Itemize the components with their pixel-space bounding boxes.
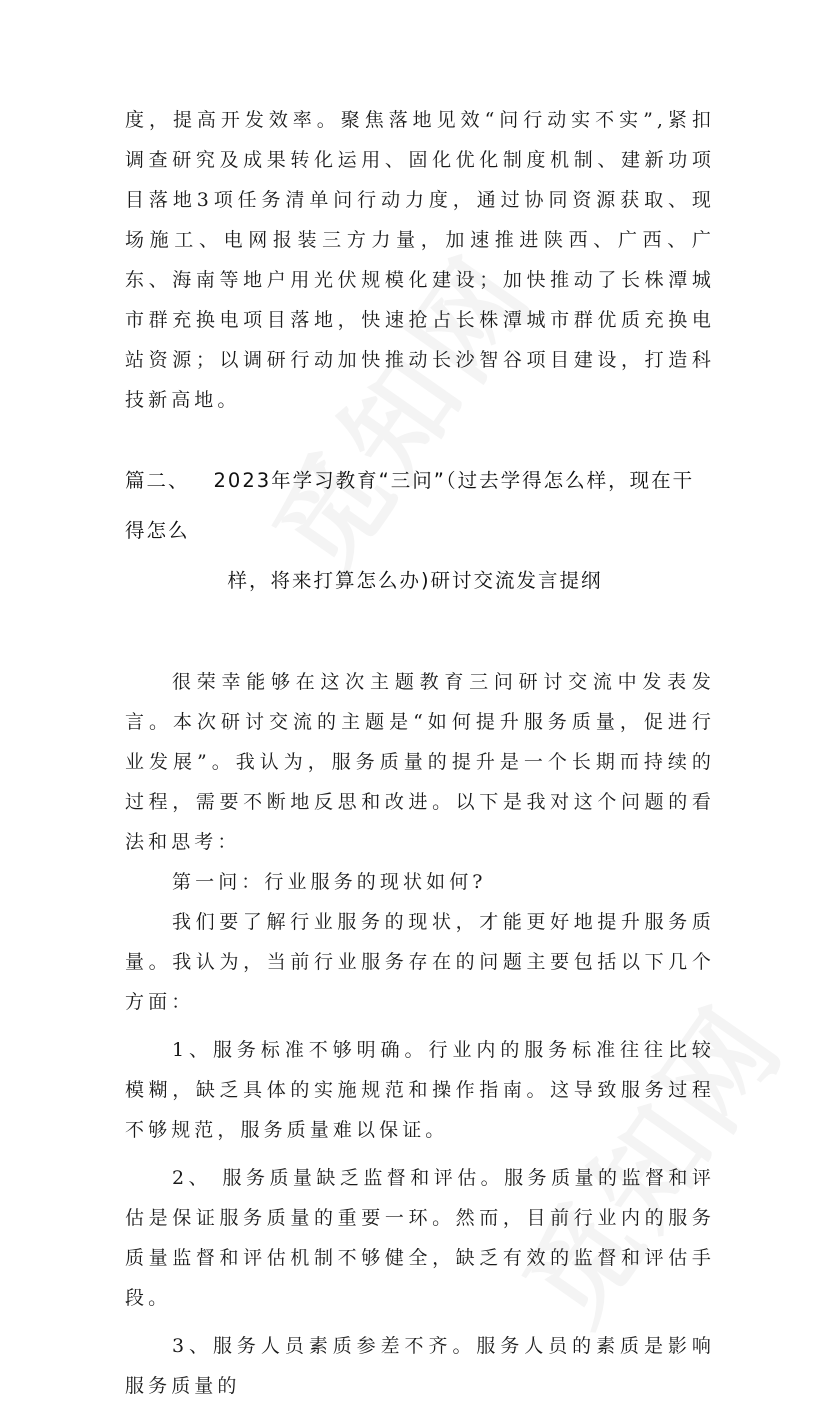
continued-paragraph: 度，提高开发效率。聚焦落地见效“问行动实不实”,紧扣调查研究及成果转化运用、固化优化制度机制、建新功项目落地3项任务清单问行动力度，通过协同资源获取、现场施工、电网报装三方力量，加速推进陕西、广西、广东、海南等地户用光伏规模化建设；加快推动了长株潭城市群充换电项目落地，快速抢占长株潭城市群优质充换电站资源；以调研行动加快推动长沙智谷项目建设，打造科技新高地。 (125, 109, 715, 411)
body-paragraph: 我们要了解行业服务的现状，才能更好地提升服务质量。我认为，当前行业服务存在的问题主要包括以下几个方面： (125, 911, 715, 1013)
section-heading (125, 456, 715, 556)
section-number: 篇二、 (125, 469, 190, 492)
list-item: 3、服务人员素质参差不齐。服务人员的素质是影响服务质量的 (125, 1335, 715, 1397)
spacer (125, 606, 715, 662)
question-heading: 第一问：行业服务的现状如何? (172, 871, 487, 893)
document-body (125, 100, 715, 1406)
section-title-line1: 2023年学习教育“三问”（过去学得怎么样，现在干得怎么 (125, 469, 695, 542)
list-item: 1、服务标准不够明确。行业内的服务标准往往比较模糊，缺乏具体的实施规范和操作指南。这导致服务过程不够规范，服务质量难以保证。 (125, 1039, 715, 1141)
list-item: 2、 服务质量缺乏监督和评估。服务质量的监督和评估是保证服务质量的重要一环。然而，目前行业内的服务质量监督和评估机制不够健全，缺乏有效的监督和评估手段。 (125, 1167, 715, 1309)
intro-paragraph: 很荣幸能够在这次主题教育三问研讨交流中发表发言。本次研讨交流的主题是“如何提升服务质量，促进行业发展”。我认为，服务质量的提升是一个长期而持续的过程，需要不断地反思和改进。以下是我对这个问题的看法和思考： (125, 671, 715, 853)
section-title-line2: 样，将来打算怎么办)研讨交流发言提纲 (227, 569, 603, 592)
